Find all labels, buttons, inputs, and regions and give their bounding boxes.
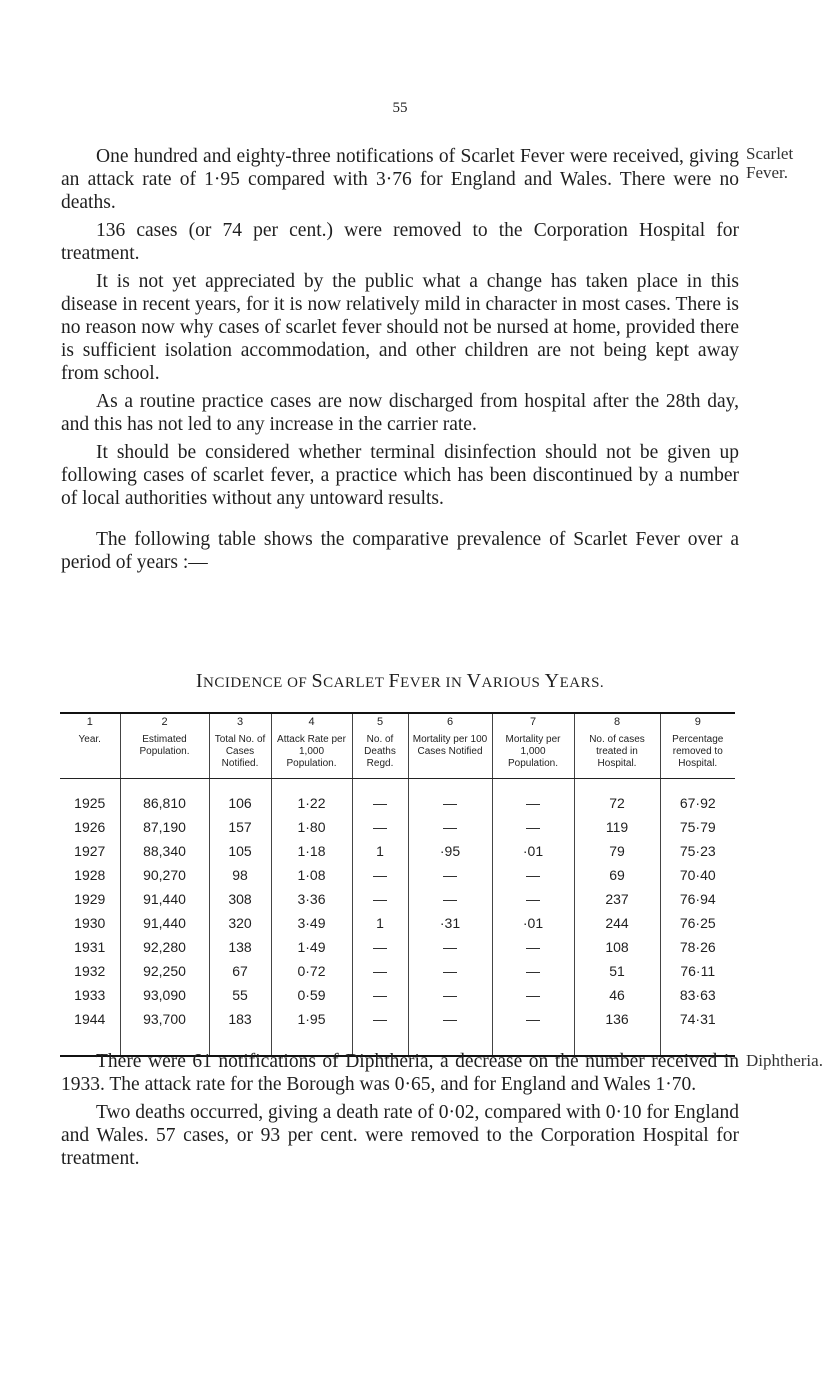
table-row: [60, 815, 735, 839]
title-word: ARIOUS: [481, 675, 545, 691]
table-cell: —: [352, 779, 408, 816]
table-cell: 0·59: [271, 983, 352, 1007]
table-cell: ·31: [408, 911, 492, 935]
table-cell: 3·36: [271, 887, 352, 911]
table-cell: —: [352, 1007, 408, 1056]
table-cell: 1927: [74, 843, 106, 859]
table-cell: 88,340: [120, 839, 209, 863]
table-cell: —: [352, 959, 408, 983]
paragraph: It is not yet appreciated by the public what a change has taken place in this disease in recent years, for it is now relatively mild in character in most cases. There is no reason now why cases of scarlet fever should not be nursed at home, provided there is sufficient isolation accommodation, and other children are not being kept away from school.: [61, 271, 739, 384]
title-initial: I: [195, 670, 203, 692]
table-cell: 83·63: [660, 983, 735, 1007]
table-cell: 51: [574, 959, 660, 983]
table-cell: 1·49: [271, 935, 352, 959]
paragraph: As a routine practice cases are now discharged from hospital after the 28th day, and this has not led to any increase in the carrier rate.: [61, 391, 739, 435]
table-cell: 86,810: [120, 779, 209, 816]
table-cell: 91,440: [120, 887, 209, 911]
table-cell: —: [408, 887, 492, 911]
table-cell: 308: [209, 887, 271, 911]
column-number: 9: [694, 716, 701, 728]
table-cell: —: [408, 779, 492, 816]
table-cell: 1·95: [271, 1007, 352, 1056]
table-cell: —: [408, 863, 492, 887]
table-cell: 72: [574, 779, 660, 816]
table-cell: 76·11: [660, 959, 735, 983]
table-cell: 70·40: [660, 863, 735, 887]
column-number: 7: [529, 716, 537, 728]
table-cell: —: [352, 935, 408, 959]
table-cell: —: [492, 779, 574, 816]
table-cell: 244: [574, 911, 660, 935]
page-number: 55: [392, 100, 408, 116]
column-label: Mortality per 100 Cases Notified: [412, 734, 488, 757]
table-cell: ·01: [492, 839, 574, 863]
table-cell: 1·18: [271, 839, 352, 863]
table-cell: 78·26: [660, 935, 735, 959]
table-cell: 108: [574, 935, 660, 959]
paragraph: There were 61 notifications of Diphtheria, a decrease on the number received in 1933. The attack rate for the Borough was 0·65, and for England and Wales 1·70.: [61, 1051, 739, 1095]
table-cell: 76·94: [660, 887, 735, 911]
margin-note-diphtheria: Diphtheria.: [746, 1051, 823, 1070]
margin-note-scarlet-fever: [746, 144, 793, 182]
table-row: [60, 863, 735, 887]
scarlet-fever-section: [61, 145, 739, 574]
table-cell: 74·31: [660, 1007, 735, 1056]
table-cell: 1929: [74, 891, 106, 907]
table-cell: —: [492, 959, 574, 983]
table-cell: ·95: [408, 839, 492, 863]
table-cell: —: [352, 983, 408, 1007]
column-header: [271, 713, 352, 779]
table-cell: —: [408, 935, 492, 959]
column-header: [352, 713, 408, 779]
title-initial: Y: [544, 670, 560, 692]
table-cell: 106: [209, 779, 271, 816]
column-number: 3: [236, 716, 244, 728]
paragraph: It should be considered whether terminal disinfection should not be given up following cases of scarlet fever, a practice which has been discontinued by a number of local authorities without any untoward results.: [61, 442, 739, 509]
table-cell: 1·08: [271, 863, 352, 887]
column-header: [120, 713, 209, 779]
table-cell: 0·72: [271, 959, 352, 983]
margin-note-line: Scarlet: [746, 144, 794, 163]
column-label: Mortality per 1,000 Population.: [505, 734, 561, 769]
table-cell: 1928: [74, 867, 106, 883]
table-cell: —: [352, 887, 408, 911]
column-header: [574, 713, 660, 779]
table-cell: 1: [352, 911, 408, 935]
table-cell: 1925: [74, 795, 106, 811]
title-word: NCIDENCE OF: [203, 675, 312, 691]
table-cell: 157: [209, 815, 271, 839]
table-cell: 92,250: [120, 959, 209, 983]
table-cell: 90,270: [120, 863, 209, 887]
table-cell: —: [352, 863, 408, 887]
column-header: [660, 713, 735, 779]
table-cell: —: [408, 959, 492, 983]
table-cell: —: [408, 983, 492, 1007]
diphtheria-section: [61, 1050, 739, 1170]
title-initial: F: [388, 670, 401, 692]
table-cell: ·01: [492, 911, 574, 935]
table-row: [60, 839, 735, 863]
column-header: [492, 713, 574, 779]
table-cell: —: [352, 815, 408, 839]
table-row: [60, 779, 735, 816]
table-cell: 75·23: [660, 839, 735, 863]
table-cell: 79: [574, 839, 660, 863]
incidence-table: [60, 712, 735, 1057]
table-cell: 320: [209, 911, 271, 935]
table-cell: 1·22: [271, 779, 352, 816]
table-cell: 1933: [74, 987, 106, 1003]
column-label: Estimated Population.: [139, 734, 190, 757]
table-cell: 67: [209, 959, 271, 983]
table-row: [60, 935, 735, 959]
table-row: [60, 911, 735, 935]
table-cell: 98: [209, 863, 271, 887]
table-cell: 1: [352, 839, 408, 863]
table-cell: —: [492, 863, 574, 887]
table-cell: 93,090: [120, 983, 209, 1007]
paragraph: 136 cases (or 74 per cent.) were removed to the Corporation Hospital for treatment.: [61, 220, 739, 264]
table-cell: 69: [574, 863, 660, 887]
table-cell: 119: [574, 815, 660, 839]
margin-note-line: Fever.: [746, 163, 789, 182]
table-cell: 93,700: [120, 1007, 209, 1056]
table-cell: 1931: [74, 939, 106, 955]
table-cell: 46: [574, 983, 660, 1007]
title-initial: S: [311, 670, 324, 692]
table-cell: 87,190: [120, 815, 209, 839]
column-label: Attack Rate per 1,000 Population.: [277, 734, 346, 769]
paragraph: One hundred and eighty-three notifications of Scarlet Fever were received, giving an attack rate of 1·95 compared with 3·76 for England and Wales. There were no deaths.: [61, 146, 739, 213]
column-header: [209, 713, 271, 779]
table-cell: 92,280: [120, 935, 209, 959]
column-label: Total No. of Cases Notified.: [214, 734, 266, 769]
table-cell: 183: [209, 1007, 271, 1056]
table-cell: 1·80: [271, 815, 352, 839]
column-number: 2: [161, 716, 168, 728]
paragraph: The following table shows the comparative prevalence of Scarlet Fever over a period of years :—: [61, 529, 739, 573]
table-cell: 237: [574, 887, 660, 911]
table-row: [60, 959, 735, 983]
table-title: [0, 670, 800, 693]
column-number: 4: [308, 716, 315, 728]
table-cell: 76·25: [660, 911, 735, 935]
title-word: EARS.: [559, 675, 605, 691]
paragraph: Two deaths occurred, giving a death rate of 0·02, compared with 0·10 for England and Wales. 57 cases, or 93 per cent. were removed to the Corporation Hospital for treatment.: [61, 1102, 739, 1169]
title-initial: V: [466, 670, 482, 692]
table-cell: 1944: [74, 1011, 106, 1027]
column-label: No. of Deaths Regd.: [364, 734, 396, 769]
column-number: 5: [376, 716, 384, 728]
column-label: No. of cases treated in Hospital.: [589, 734, 645, 769]
title-word: CARLET: [323, 675, 389, 691]
column-header: [408, 713, 492, 779]
table-cell: —: [492, 1007, 574, 1056]
table-cell: 1932: [74, 963, 106, 979]
table-cell: —: [408, 815, 492, 839]
table-cell: 1930: [74, 915, 106, 931]
table-cell: 136: [574, 1007, 660, 1056]
title-word: EVER IN: [400, 675, 467, 691]
table-cell: 105: [209, 839, 271, 863]
table-cell: 1926: [74, 819, 106, 835]
table-row: [60, 983, 735, 1007]
column-label: Percentage removed to Hospital.: [672, 734, 724, 769]
table-cell: —: [492, 983, 574, 1007]
table-cell: —: [408, 1007, 492, 1056]
table-cell: —: [492, 887, 574, 911]
column-header: [60, 713, 120, 779]
column-number: 8: [613, 716, 621, 728]
table-cell: 67·92: [660, 779, 735, 816]
column-number: 1: [86, 716, 93, 728]
table-row: [60, 1007, 735, 1056]
column-number: 6: [446, 716, 454, 728]
table-cell: 55: [209, 983, 271, 1007]
table-cell: —: [492, 935, 574, 959]
table-cell: —: [492, 815, 574, 839]
column-label: Year.: [78, 734, 101, 745]
table-header-row: [60, 713, 735, 779]
table-cell: 91,440: [120, 911, 209, 935]
table-cell: 138: [209, 935, 271, 959]
table-row: [60, 887, 735, 911]
table-cell: 3·49: [271, 911, 352, 935]
table-cell: 75·79: [660, 815, 735, 839]
